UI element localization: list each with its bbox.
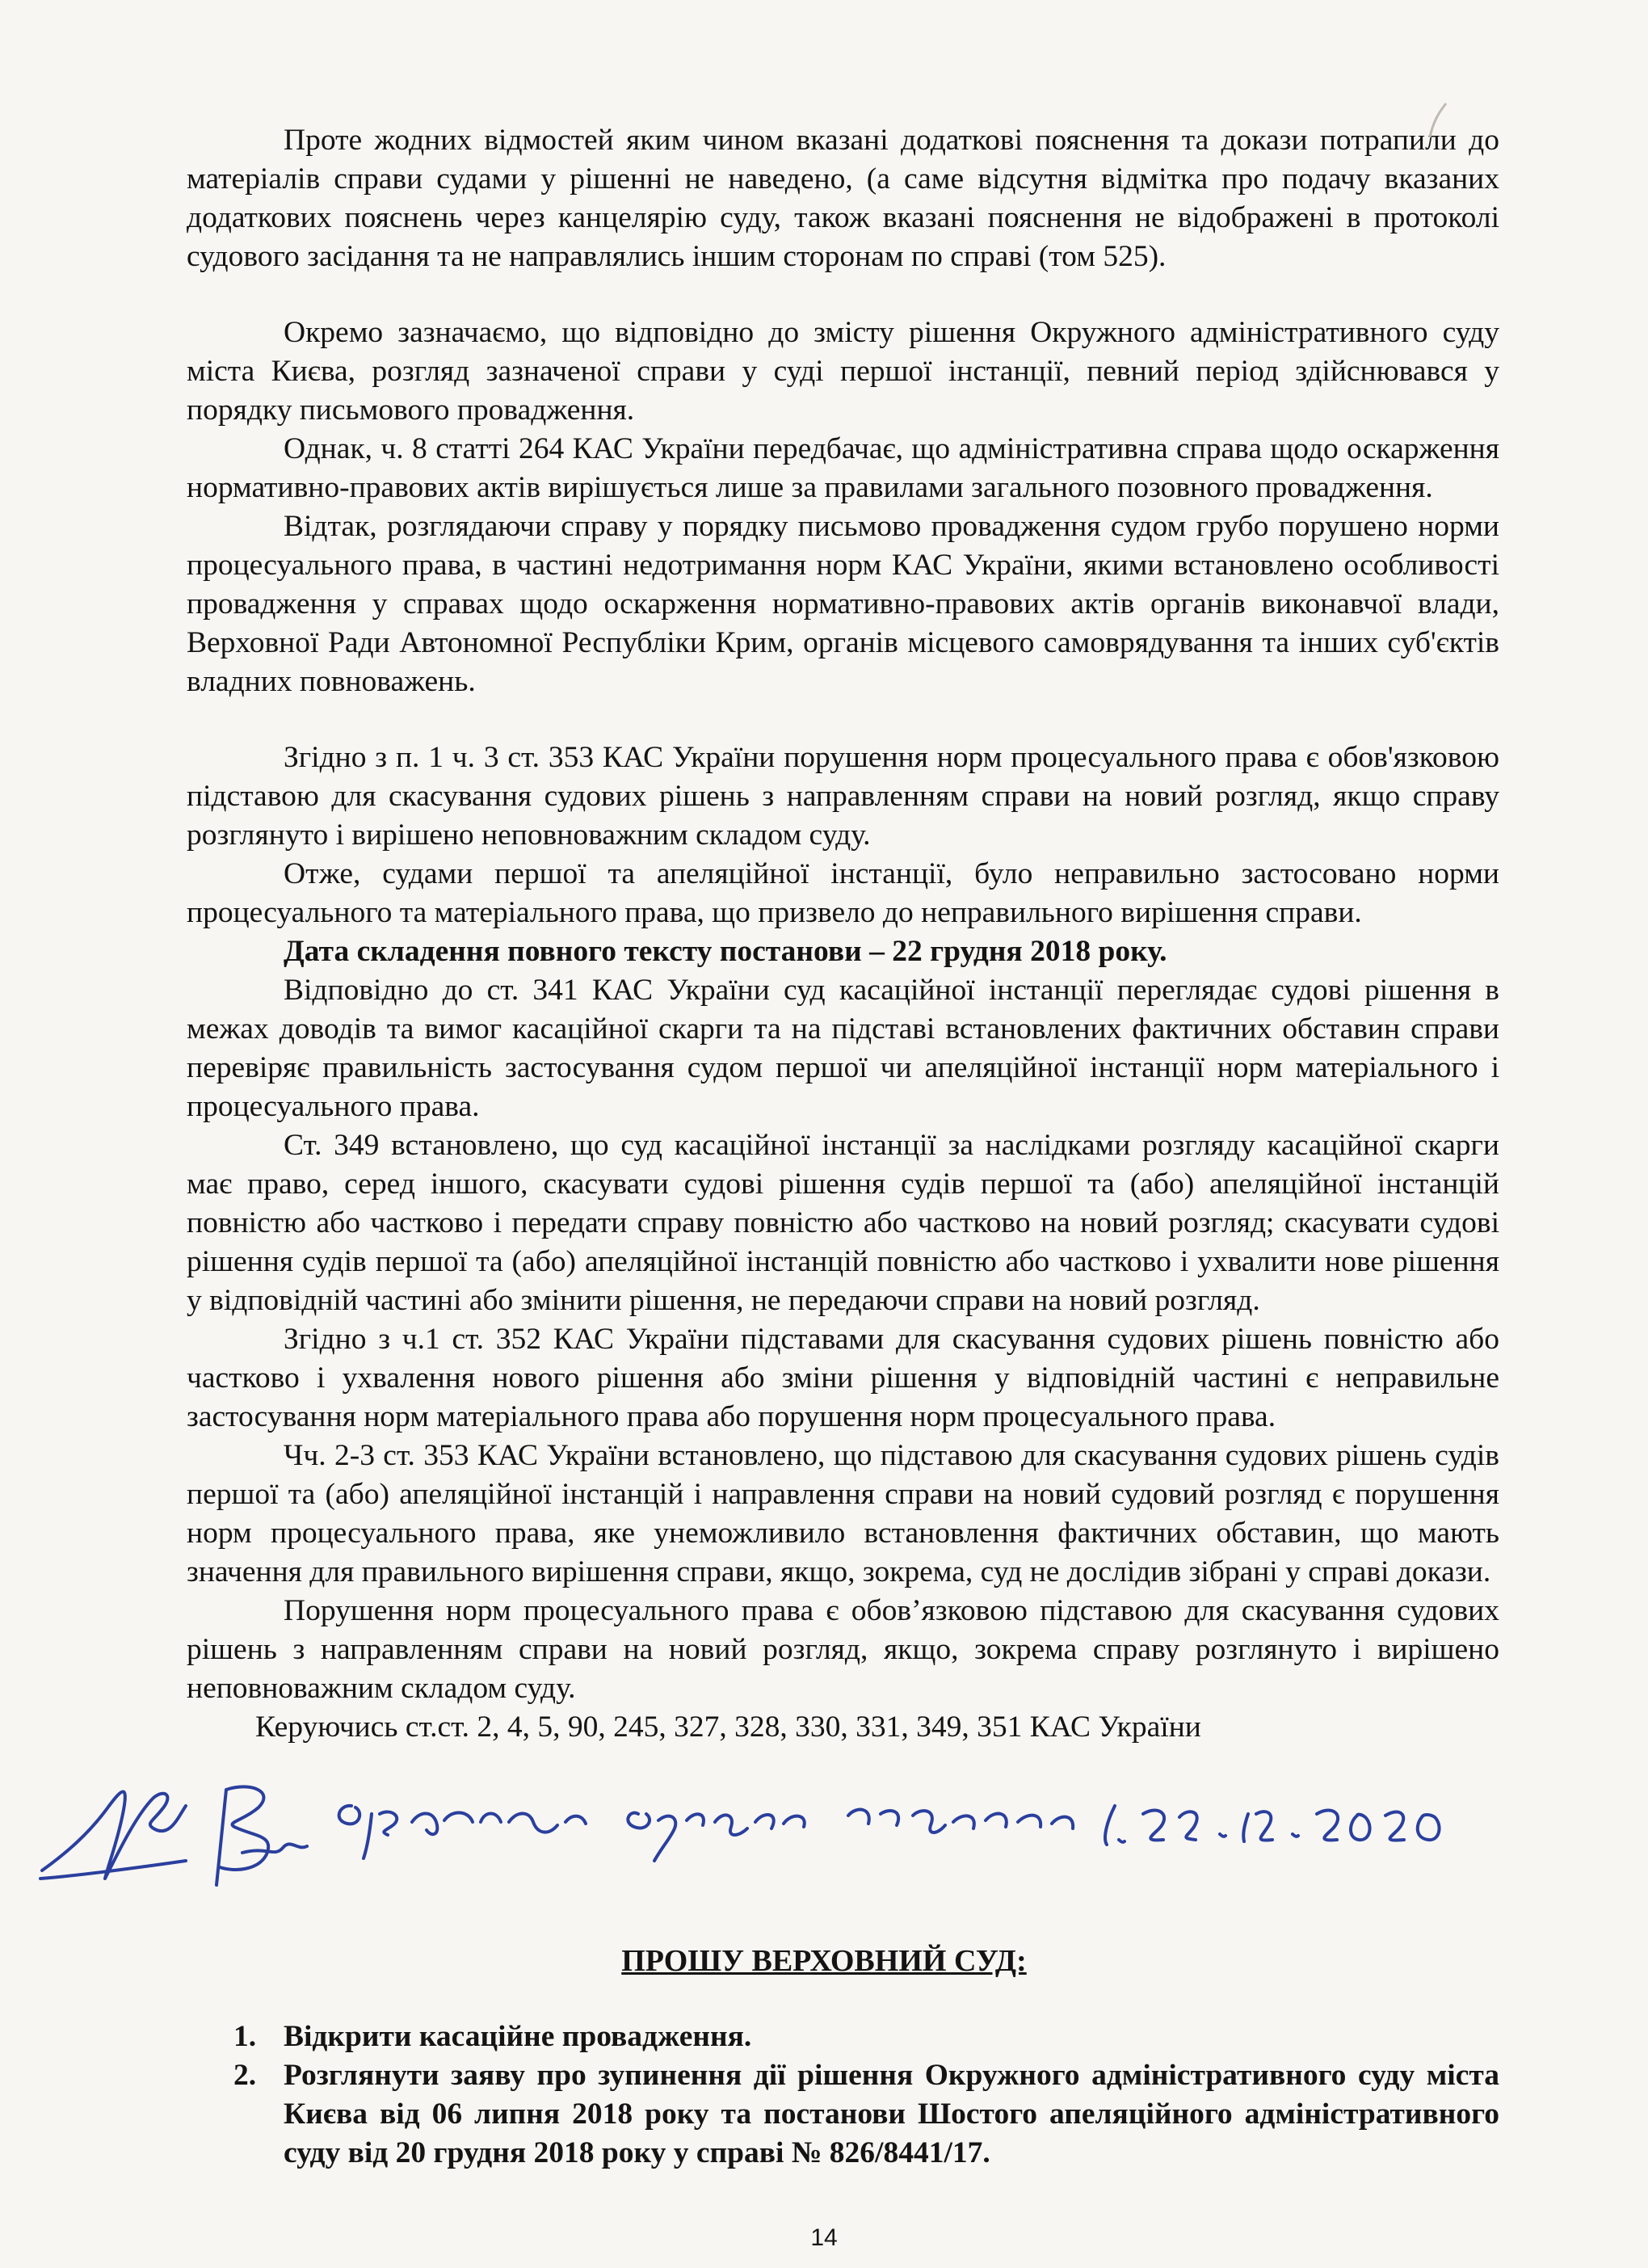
request-text: Розглянути заяву про зупинення дії рішення Окружного адміністративного суду міста Києва від 06 липня 2018 року та постанови Шостого апеляційного адміністративного суду від 20 грудня 2018 року у справі № 826/8441/17. <box>284 2059 1499 2169</box>
list-number: 1. <box>233 2020 257 2053</box>
request-list <box>187 2018 1499 2173</box>
paragraph: Відтак, розглядаючи справу у порядку письмово провадження судом грубо порушено норми процесуального права, в частині недотримання норм КАС України, якими встановлено особливості провадження у справах щодо оскарження нормативно-правових актів органів виконавчої влади, Верховної Ради Автономної Республіки Крим, органів місцевого самоврядування та інших суб'єктів владних повноважень. <box>187 510 1499 698</box>
list-number: 2. <box>233 2059 257 2092</box>
request-heading: ПРОШУ ВЕРХОВНИЙ СУД: <box>621 1944 1027 1978</box>
paragraph: Однак, ч. 8 статті 264 КАС України передбачає, що адміністративна справа щодо оскарження нормативно-правових актів вирішується лише за правилами загального позовного провадження. <box>187 432 1499 504</box>
legal-basis: Керуючись ст.ст. 2, 4, 5, 90, 245, 327, 328, 330, 331, 349, 351 КАС України <box>255 1710 1201 1744</box>
paragraph: Згідно з п. 1 ч. 3 ст. 353 КАС України порушення норм процесуального права є обов'язковою підставою для скасування судових рішень з направленням справи на новий розгляд, якщо справу розглянуто і вирішено неповноважним складом суду. <box>187 741 1499 852</box>
paragraph: Відповідно до ст. 341 КАС України суд касаційної інстанції переглядає судові рішення в межах доводів та вимог касаційної скарги та на підставі встановлених фактичних обставин справи перевіряє правильність застосування судом першої чи апеляційної інстанції норм матеріального і процесуального права. <box>187 974 1499 1123</box>
paragraph: Проте жодних відмостей яким чином вказані додаткові пояснення та докази потрапили до матеріалів справи судами у рішенні не наведено, (а саме відсутня відмітка про подачу вказаних додаткових пояснень через канцелярію суду, також вказані пояснення не відображені в протоколі судового засідання та не направлялись іншим сторонам по справі (том 525). <box>187 124 1499 273</box>
list-item <box>187 2056 1499 2173</box>
paragraph: Порушення норм процесуального права є обов’язковою підставою для скасування судових рішень з направленням справи на новий розгляд, якщо, зокрема справу розглянуто і вирішено неповноважним складом суду. <box>187 1594 1499 1705</box>
request-text: Відкрити касаційне провадження. <box>284 2020 752 2053</box>
list-item <box>187 2018 1499 2056</box>
paper-speck-icon <box>1422 97 1454 145</box>
paragraph: Згідно з ч.1 ст. 352 КАС України підставами для скасування судових рішень повністю або частково і ухвалення нового рішення або зміни рішення у відповідній частині є неправильне застосування норм матеріального права або порушення норм процесуального права. <box>187 1323 1499 1433</box>
handwritten-signature <box>32 1757 1503 1911</box>
body-text <box>187 121 1499 1747</box>
date-statement: Дата складення повного тексту постанови – 22 грудня 2018 року. <box>284 935 1167 968</box>
paragraph: Окремо зазначаємо, що відповідно до змісту рішення Окружного адміністративного суду міста Києва, розгляд зазначеної справи у суді першої інстанції, певний період здійснювався у порядку письмового провадження. <box>187 316 1499 427</box>
paragraph: Чч. 2-3 ст. 353 КАС України встановлено, що підставою для скасування судових рішень судів першої та (або) апеляційної інстанцій і направлення справи на новий судовий розгляд є порушення норм процесуального права, яке унеможливило встановлення фактичних обставин, що мають значення для правильного вирішення справи, якщо, зокрема, суд не дослідив зібрані у справі докази. <box>187 1439 1499 1588</box>
paragraph: Ст. 349 встановлено, що суд касаційної інстанції за наслідками розгляду касаційної скарги має право, серед іншого, скасувати судові рішення судів першої та (або) апеляційної інстанцій повністю або частково і передати справу повністю або частково на новий розгляд; скасувати судові рішення судів першої та (або) апеляційної інстанцій повністю або частково і ухвалити нове рішення у відповідній частині або змінити рішення, не передаючи справи на новий розгляд. <box>187 1129 1499 1317</box>
page-number: 14 <box>810 2224 838 2251</box>
paragraph: Отже, судами першої та апеляційної інстанції, було неправильно застосовано норми процесуального та матеріального права, що призвело до неправильного вирішення справи. <box>187 857 1499 929</box>
